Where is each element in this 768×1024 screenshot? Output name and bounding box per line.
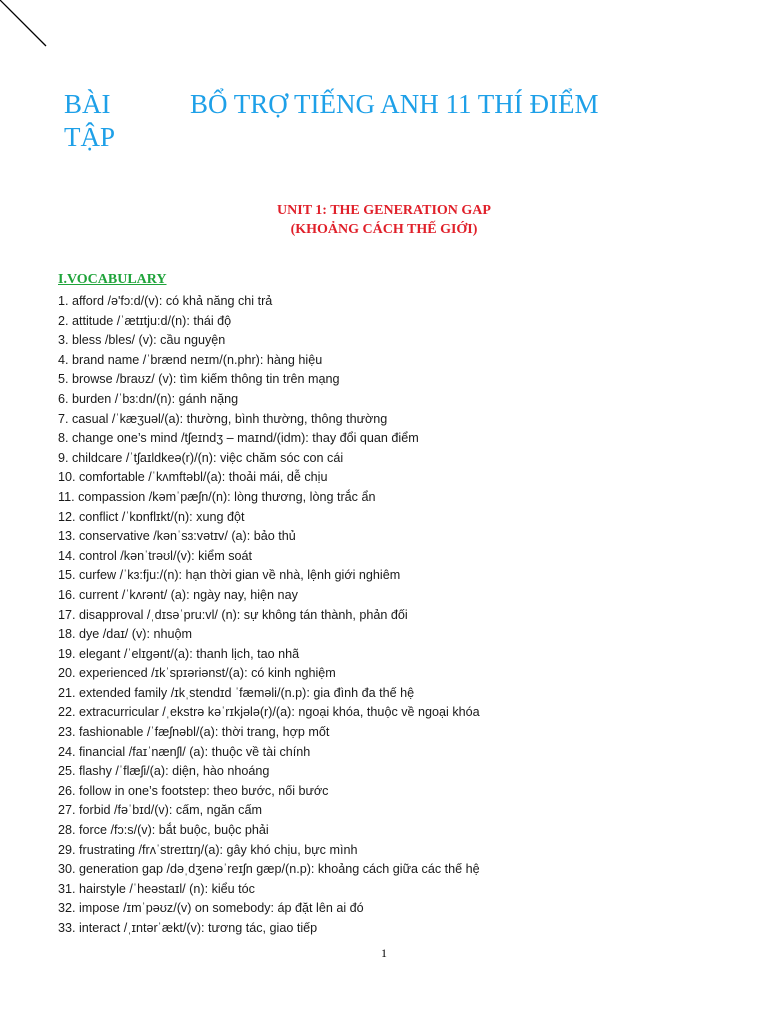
vocabulary-item: 8. change one’s mind /tʃeɪndʒ – maɪnd/(idm): thay đổi quan điểm: [58, 431, 419, 446]
vocabulary-item: 18. dye /daɪ/ (v): nhuộm: [58, 627, 192, 642]
vocabulary-item: 29. frustrating /frʌˈstreɪtɪŋ/(a): gây khó chịu, bực mình: [58, 842, 358, 857]
unit-subtitle: (KHOẢNG CÁCH THẾ GIỚI): [290, 222, 478, 237]
vocabulary-item: 28. force /fɔ:s/(v): bắt buộc, buộc phải: [58, 823, 269, 838]
vocabulary-item: 33. interact /ˌɪntərˈækt/(v): tương tác, giao tiếp: [58, 921, 318, 935]
vocabulary-item: 16. current /ˈkʌrənt/ (a): ngày nay, hiện nay: [58, 587, 298, 602]
vocabulary-item: 17. disapproval /ˌdɪsəˈpru:vl/ (n): sự không tán thành, phản đối: [58, 607, 408, 622]
document-title: BỔ TRỢ TIẾNG ANH 11 THÍ ĐIỂM: [190, 89, 599, 119]
vocabulary-item: 6. burden /ˈbɜ:dn/(n): gánh nặng: [58, 391, 239, 406]
unit-title: UNIT 1: THE GENERATION GAP: [277, 203, 491, 218]
document-label: BÀI TẬP: [64, 89, 116, 152]
vocabulary-item: 1. afford /ə'fɔ:d/(v): có khả năng chi trả: [58, 294, 273, 308]
vocabulary-item: 15. curfew /ˈkɜ:fju:/(n): hạn thời gian về nhà, lệnh giới nghiêm: [58, 568, 401, 583]
vocabulary-item: 7. casual /ˈkæʒuəl/(a): thường, bình thường, thông thường: [58, 411, 388, 426]
vocabulary-item: 12. conflict /ˈkɒnflɪkt/(n): xung đột: [58, 509, 245, 524]
corner-decoration-line: [0, 0, 60, 60]
page-number: 1: [381, 946, 387, 960]
vocabulary-item: 5. browse /braʊz/ (v): tìm kiếm thông tin trên mạng: [58, 372, 340, 387]
vocabulary-list: [58, 292, 758, 939]
vocabulary-item: 22. extracurricular /ˌekstrə kəˈrɪkjələ(r)/(a): ngoại khóa, thuộc về ngoại khóa: [58, 705, 480, 720]
vocabulary-item: 20. experienced /ɪkˈspɪəriənst/(a): có kinh nghiệm: [58, 666, 336, 681]
vocabulary-item: 30. generation gap /dəˌdʒenəˈreɪʃn ɡæp/(n.p): khoảng cách giữa các thế hệ: [58, 862, 480, 877]
vocabulary-item: 26. follow in one’s footstep: theo bước, nối bước: [58, 783, 329, 798]
vocabulary-item: 21. extended family /ɪkˌstendɪd ˈfæməli/(n.p): gia đình đa thế hệ: [58, 685, 415, 700]
vocabulary-section-heading: I.VOCABULARY: [58, 272, 167, 287]
vocabulary-item: 27. forbid /fəˈbɪd/(v): cấm, ngăn cấm: [58, 803, 262, 818]
vocabulary-item: 19. elegant /ˈelɪɡənt/(a): thanh lịch, tao nhã: [58, 646, 300, 661]
vocabulary-item: 13. conservative /kənˈsɜ:vətɪv/ (a): bảo thủ: [58, 529, 296, 544]
vocabulary-item: 23. fashionable /ˈfæʃnəbl/(a): thời trang, hợp mốt: [58, 725, 330, 740]
vocabulary-item: 25. flashy /ˈflæʃi/(a): diện, hào nhoáng: [58, 764, 270, 779]
vocabulary-item: 3. bless /bles/ (v): cầu nguyện: [58, 333, 226, 348]
vocabulary-item: 11. compassion /kəmˈpæʃn/(n): lòng thương, lòng trắc ẩn: [58, 489, 376, 504]
vocabulary-item: 14. control /kənˈtrəʊl/(v): kiểm soát: [58, 548, 253, 563]
vocabulary-item: 31. hairstyle /ˈheəstaɪl/ (n): kiểu tóc: [58, 881, 255, 896]
vocabulary-item: 9. childcare /ˈtʃaɪldkeə(r)/(n): việc chăm sóc con cái: [58, 450, 344, 465]
unit-heading: [0, 201, 768, 239]
vocabulary-item: 32. impose /ɪmˈpəʊz/(v) on somebody: áp đặt lên ai đó: [58, 901, 364, 916]
vocabulary-item: 10. comfortable /ˈkʌmftəbl/(a): thoải mái, dễ chịu: [58, 470, 328, 485]
vocabulary-item: 24. financial /faɪˈnænʃl/ (a): thuộc về tài chính: [58, 744, 311, 759]
vocabulary-item: 4. brand name /ˈbrænd neɪm/(n.phr): hàng hiệu: [58, 352, 323, 367]
vocabulary-item: 2. attitude /ˈætɪtju:d/(n): thái độ: [58, 313, 232, 328]
